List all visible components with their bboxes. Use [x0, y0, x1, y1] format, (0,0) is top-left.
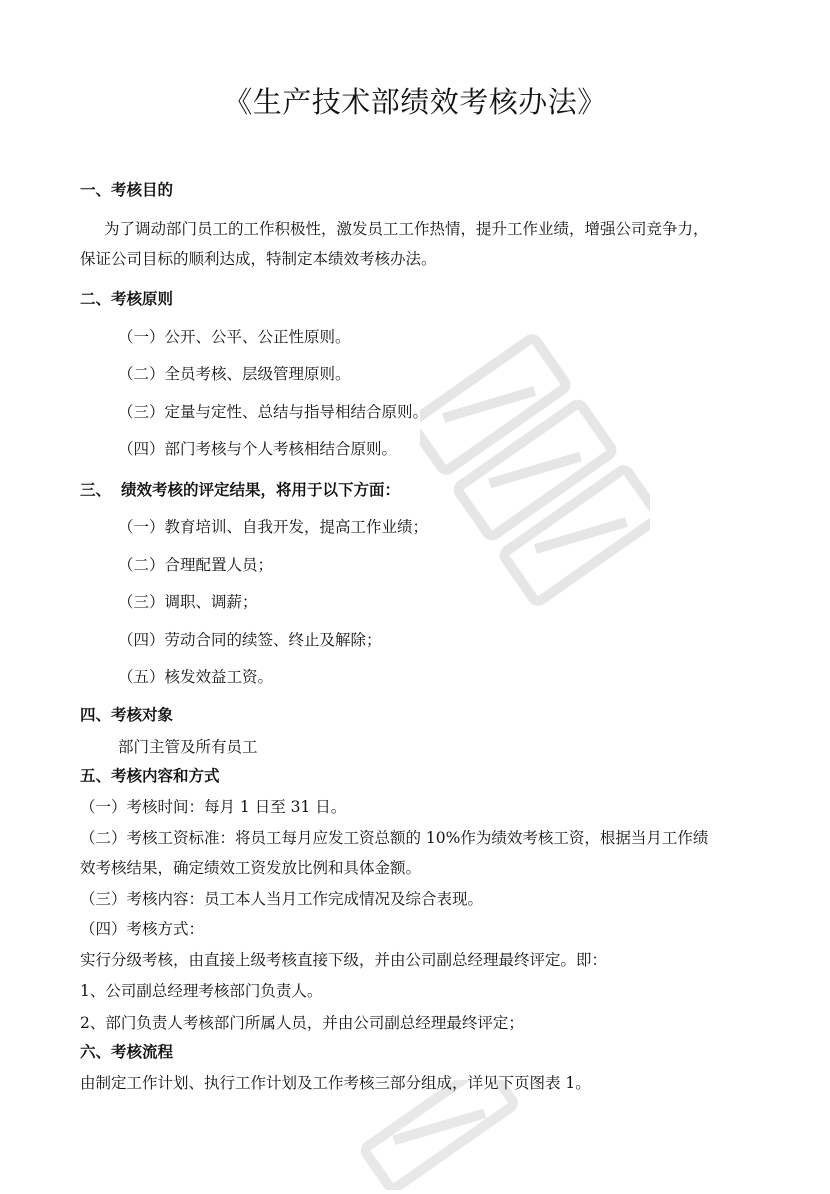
- paragraph-line: 实行分级考核，由直接上级考核直接下级，并由公司副总经理最终评定。即：: [80, 951, 608, 969]
- list-item: 2、部门负责人考核部门所属人员，并由公司副总经理最终评定；: [80, 1014, 524, 1032]
- paragraph-line: 为了调动部门员工的工作积极性，激发员工工作热情，提升工作业绩，增强公司竞争力，: [104, 220, 709, 238]
- section-heading-objective: 一、考核目的: [80, 181, 174, 199]
- section-heading-principles: 二、考核原则: [80, 290, 174, 308]
- list-item: （四）考核方式：: [80, 920, 205, 938]
- list-item: （四）部门考核与个人考核相结合原则。: [118, 440, 398, 458]
- list-item: （四）劳动合同的续签、终止及解除；: [118, 631, 382, 649]
- section-heading-process: 六、考核流程: [80, 1043, 174, 1061]
- list-item: （二）全员考核、层级管理原则。: [118, 365, 351, 383]
- list-item: （五）核发效益工资。: [118, 668, 274, 686]
- list-item: （二）合理配置人员；: [118, 556, 274, 574]
- list-item: 1、公司副总经理考核部门负责人。: [80, 982, 323, 1000]
- watermark-logo: [420, 300, 650, 640]
- section-number: 三、: [80, 481, 112, 499]
- section-heading-content: 五、考核内容和方式: [80, 767, 220, 785]
- paragraph-line: 由制定工作计划、执行工作计划及工作考核三部分组成，详见下页图表 1。: [80, 1074, 591, 1092]
- section-heading-results: 绩效考核的评定结果，将用于以下方面：: [121, 481, 401, 499]
- list-item: （三）定量与定性、总结与指导相结合原则。: [118, 403, 429, 421]
- list-item: （二）考核工资标准：将员工每月应发工资总额的 10%作为绩效考核工资，根据当月工作绩: [80, 829, 709, 847]
- paragraph-line: 效考核结果，确定绩效工资发放比例和具体金额。: [80, 859, 422, 877]
- paragraph-line: 保证公司目标的顺利达成，特制定本绩效考核办法。: [80, 250, 437, 268]
- page-title: 《生产技术部绩效考核办法》: [223, 85, 607, 119]
- list-item: （一）考核时间：每月 1 日至 31 日。: [80, 798, 347, 816]
- section-heading-targets: 四、考核对象: [80, 706, 174, 724]
- list-item: （三）调职、调薪；: [118, 593, 258, 611]
- paragraph-line: 部门主管及所有员工: [118, 738, 258, 756]
- list-item: （一）教育培训、自我开发，提高工作业绩；: [118, 518, 429, 536]
- list-item: （三）考核内容：员工本人当月工作完成情况及综合表现。: [80, 890, 484, 908]
- list-item: （一）公开、公平、公正性原则。: [118, 328, 351, 346]
